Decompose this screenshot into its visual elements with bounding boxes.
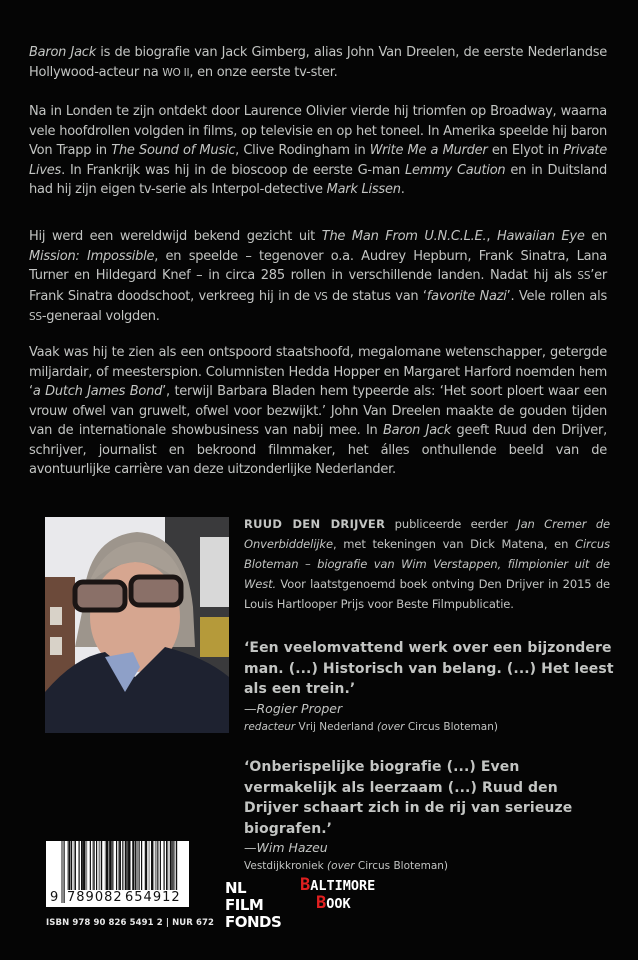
title: Private Lives bbox=[29, 143, 608, 178]
barcode-digits-left: 789082 bbox=[67, 890, 123, 905]
text: geeft Ruud den Drijver, schrijver, journalist en bekroond filmmaker, het álles onthullende beeld van de avontuurlijke carrière van deze uitzonderlijke Nederlander. bbox=[29, 423, 608, 477]
nl-film-fonds-logo bbox=[225, 880, 287, 931]
text: de status van ‘ bbox=[327, 288, 427, 304]
barcode-bar bbox=[122, 841, 123, 891]
author-bio bbox=[244, 514, 610, 614]
title: Baron Jack bbox=[382, 423, 452, 438]
quote-author: —Rogier Proper bbox=[244, 700, 343, 716]
barcode-bar bbox=[139, 841, 140, 891]
text: ’. Vele rollen als bbox=[506, 288, 607, 304]
text: . In Frankrijk was hij in de bioscoop de eerste G-man bbox=[61, 162, 405, 178]
blurb-paragraph-3 bbox=[29, 227, 607, 328]
logo-text: ALTIMORE bbox=[310, 878, 376, 894]
text: en in Duitsland had hij zijn eigen tv-serie als Interpol-detective bbox=[29, 162, 608, 197]
text: -generaal volgden. bbox=[41, 309, 160, 324]
barcode-digits-right: 654912 bbox=[125, 890, 181, 905]
author-photo bbox=[45, 517, 229, 733]
text: , en onze eerste tv-ster. bbox=[189, 64, 338, 80]
barcode-bar bbox=[109, 841, 110, 891]
barcode-bar bbox=[84, 841, 86, 891]
text: en Elyot in bbox=[487, 143, 564, 158]
barcode-bar bbox=[81, 841, 82, 891]
text: , Clive Rodingham in bbox=[235, 143, 370, 158]
isbn-nur-line: ISBN 978 90 826 5491 2 | NUR 672 bbox=[46, 918, 215, 928]
text: , met tekeningen van Dick Matena, en bbox=[332, 537, 576, 551]
barcode-bar bbox=[106, 841, 108, 891]
title: Lemmy Caution bbox=[404, 162, 506, 178]
text: . bbox=[400, 182, 405, 197]
text: Vestdijkkroniek bbox=[244, 860, 328, 872]
barcode-bar bbox=[152, 841, 153, 891]
barcode-bar bbox=[149, 841, 150, 891]
blurb-paragraph-1 bbox=[29, 43, 607, 83]
title: Write Me a Murder bbox=[369, 143, 488, 158]
barcode-bar bbox=[92, 841, 93, 891]
text: SS bbox=[29, 311, 42, 323]
isbn-barcode bbox=[46, 841, 189, 907]
barcode-bar bbox=[110, 841, 112, 891]
quote-author: —Wim Hazeu bbox=[244, 840, 328, 855]
barcode-bar bbox=[146, 841, 147, 891]
title: a Dutch James Bond bbox=[32, 384, 163, 399]
quote-text: ‘Een veelomvattend werk over een bijzondere man. (...) Historisch van belang. (...) Het leest als een trein.’ bbox=[244, 640, 614, 697]
barcode-bar bbox=[99, 841, 101, 891]
barcode-bar bbox=[125, 841, 127, 891]
text: SS bbox=[577, 270, 591, 282]
barcode-bar bbox=[67, 841, 68, 891]
text: redacteur bbox=[244, 720, 296, 733]
barcode-bar bbox=[164, 841, 165, 891]
barcode-bar bbox=[157, 841, 158, 891]
barcode-bar bbox=[155, 841, 157, 891]
barcode-bar bbox=[90, 841, 91, 891]
blurb-paragraph-4 bbox=[29, 343, 607, 480]
barcode-bar bbox=[94, 841, 95, 891]
logo-text: OOK bbox=[326, 896, 351, 912]
text: , en speelde – tegenover o.a. Audrey Hepburn, Frank Sinatra, Lana Turner en Hildegard Knef – in circa 285 rollen in verschillende landen. Nadat hij als bbox=[29, 248, 607, 283]
barcode-bar bbox=[71, 841, 72, 891]
book-title: Baron Jack bbox=[29, 45, 96, 60]
barcode-bar bbox=[112, 841, 113, 891]
barcode-bar bbox=[101, 841, 102, 891]
blurb-paragraph-2 bbox=[29, 102, 607, 200]
review-quote-2 bbox=[244, 757, 614, 876]
text: WO II bbox=[162, 66, 190, 79]
title: favorite Nazi bbox=[426, 288, 507, 304]
barcode-bar bbox=[167, 841, 168, 891]
barcode-bar bbox=[105, 841, 106, 891]
text: en bbox=[584, 229, 608, 244]
title: Circus Bloteman – biografie van Wim Verstappen, filmpionier uit de West. bbox=[244, 537, 610, 591]
logo-text: B bbox=[316, 893, 327, 913]
title: Mark Lissen bbox=[326, 182, 401, 197]
text: (over bbox=[327, 860, 355, 872]
text: is de biografie van Jack Gimberg, alias John Van Dreelen, de eerste Nederlandse Hollywood-acteur na bbox=[29, 45, 607, 80]
barcode-bar bbox=[86, 841, 87, 891]
quote-source bbox=[244, 717, 614, 737]
text: Voor laatstgenoemd boek ontving Den Drijver in 2015 de Louis Hartlooper Prijs voor Beste Filmpublicatie. bbox=[244, 577, 610, 611]
text: Vrij Nederland bbox=[295, 720, 377, 733]
title: Mission: Impossible bbox=[29, 248, 155, 264]
text: ’, terwijl Barbara Bladen hem typeerde als: ‘Het soort ploert waar een vrouw ofwel van gruwelt, ofwel voor bezwijkt.’ John Van Dreelen maakte de gouden tijden van de internationale showbusiness van nabij mee. In bbox=[29, 384, 608, 438]
title: The Sound of Music bbox=[111, 143, 236, 158]
barcode-bar bbox=[129, 841, 131, 891]
text: Circus Bloteman) bbox=[354, 860, 449, 872]
barcode-bar bbox=[170, 841, 172, 891]
title: The Man From U.N.C.L.E. bbox=[321, 229, 487, 244]
barcode-digit-lead: 9 bbox=[50, 890, 59, 905]
logo-text: B bbox=[300, 875, 311, 895]
barcode-bar bbox=[61, 841, 63, 903]
barcode-bar bbox=[116, 841, 117, 891]
barcode-bar bbox=[132, 841, 134, 891]
baltimore-book-logo bbox=[300, 875, 376, 913]
barcode-bar bbox=[160, 841, 161, 891]
text: (over bbox=[376, 720, 405, 733]
barcode-bar bbox=[141, 841, 142, 891]
text: Hij werd een wereldwijd bekend gezicht uit bbox=[29, 229, 322, 244]
text: Vaak was hij te zien als een ontspoord staatshoofd, megalomane wetenschapper, getergde miljardair, of meesterspion. Columnisten Hedda Hopper en Margaret Harford noemden hem ‘ bbox=[29, 345, 607, 399]
barcode-bar bbox=[79, 841, 80, 891]
review-quote-1 bbox=[244, 638, 614, 737]
barcode-bar bbox=[127, 841, 128, 891]
text: VS bbox=[314, 290, 328, 303]
barcode-bar bbox=[135, 841, 136, 891]
barcode-bar bbox=[82, 841, 83, 891]
logo-text: FONDS bbox=[225, 913, 282, 931]
barcode-bar bbox=[64, 841, 65, 903]
barcode-bar bbox=[96, 841, 97, 891]
quote-source bbox=[244, 856, 614, 876]
barcode-bar bbox=[69, 841, 71, 891]
author-portrait-image bbox=[45, 517, 229, 733]
title: Hawaiian Eye bbox=[496, 229, 585, 244]
barcode-bar bbox=[136, 841, 138, 891]
title: Jan Cremer de Onverbiddelijke bbox=[244, 517, 611, 551]
author-name: RUUD DEN DRIJVER bbox=[244, 517, 386, 531]
text: Circus Bloteman) bbox=[404, 720, 498, 733]
barcode-bar bbox=[145, 841, 146, 891]
text: , bbox=[486, 229, 497, 244]
text: publiceerde eerder bbox=[385, 517, 518, 531]
barcode-bar bbox=[75, 841, 76, 891]
barcode-bar bbox=[74, 841, 75, 891]
quote-text: ‘Onberispelijke biografie (...) Even vermakelijk als leerzaam (...) Ruud den Drijver schaart zich in de rij van serieuze biografen.’ bbox=[244, 759, 573, 837]
text: ’er Frank Sinatra doodschoot, verkreeg hij in de bbox=[29, 268, 607, 304]
text: Na in Londen te zijn ontdekt door Laurence Olivier vierde hij triomfen op Broadway, waarna vele hoofdrollen volgden in films, op televisie en op het toneel. In Amerika speelde hij baron Von Trapp in bbox=[29, 104, 607, 158]
logo-text: NL FILM bbox=[225, 879, 264, 914]
